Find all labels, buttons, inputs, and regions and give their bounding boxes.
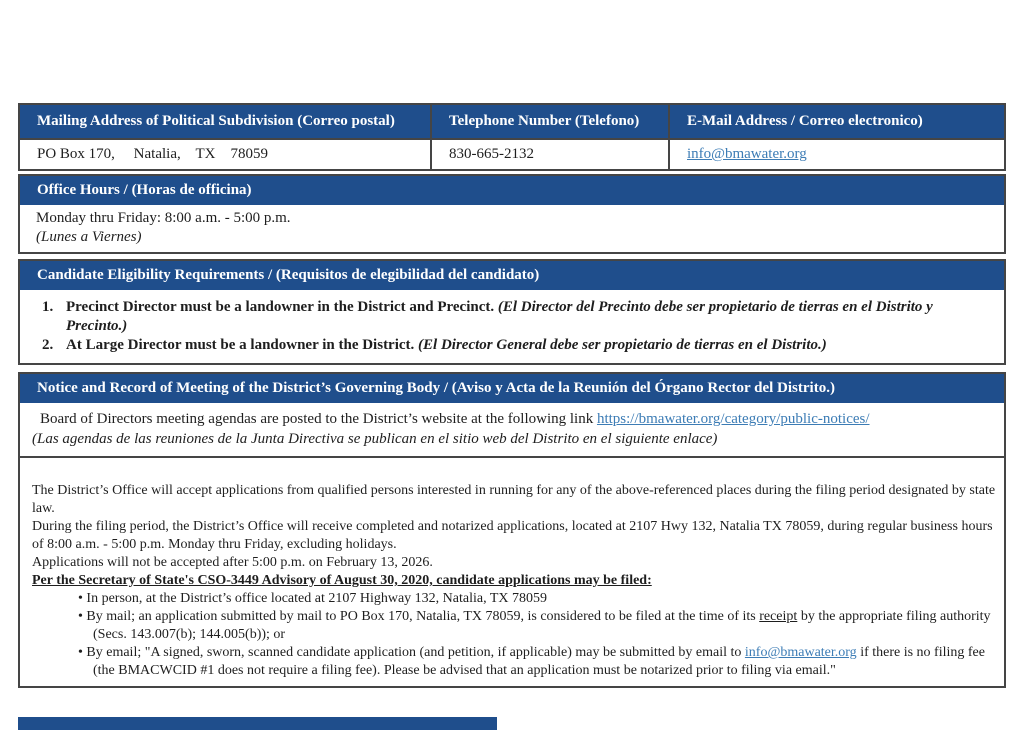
eligibility-item-1-text: Precinct Director must be a landowner in the District and Precinct. bbox=[66, 299, 495, 315]
eligibility-item-2-text: At Large Director must be a landowner in the District. bbox=[66, 337, 415, 353]
meeting-notice-section bbox=[18, 372, 1006, 458]
contact-header-row bbox=[20, 105, 1004, 140]
meeting-notice-header: Notice and Record of Meeting of the District’s Governing Body / (Aviso y Acta de la Reunión del Órgano Rector del Distrito.) bbox=[20, 374, 1004, 403]
bullet-in-person bbox=[78, 590, 998, 608]
bullet-icon: • bbox=[78, 645, 83, 660]
meeting-agendas-prefix: Board of Directors meeting agendas are posted to the District’s website at the following link bbox=[40, 411, 597, 427]
meeting-agendas-text bbox=[32, 410, 990, 430]
email-link[interactable]: info@bmawater.org bbox=[687, 146, 807, 162]
telephone-value: 830-665-2132 bbox=[432, 140, 670, 169]
bullet-icon: • bbox=[78, 591, 83, 606]
election-notice-document bbox=[18, 103, 1006, 688]
bullet-by-email bbox=[78, 644, 998, 680]
filing-paragraph-1: The District’s Office will accept applications from qualified persons interested in running for any of the above-referenced places during the filing period designated by state law. bbox=[32, 483, 996, 516]
email-link-bullet[interactable]: info@bmawater.org bbox=[744, 645, 857, 660]
list-number: 1. bbox=[42, 299, 54, 315]
filing-methods-list bbox=[78, 590, 998, 680]
filing-paragraph-2: During the filing period, the District’s Office will receive completed and notarized applications, located at 2107 Hwy 132, Natalia TX 78059, during regular business hours of 8:00 a.m. - 5:00 p.m. Monday thru Friday, excluding holidays. bbox=[32, 519, 993, 552]
bullet-by-email-text: By email; "A signed, sworn, scanned candidate application (and petition, if applicable) may be submitted by email to bbox=[86, 645, 745, 660]
eligibility-body bbox=[20, 290, 1004, 363]
eligibility-item-2 bbox=[42, 336, 990, 355]
advisory-heading: Per the Secretary of State's CSO-3449 Advisory of August 30, 2020, candidate applications may be filed: bbox=[32, 573, 652, 588]
bullet-by-mail-text-end: by the appropriate filing authority (Secs. 143.007(b); 144.005(b)); or bbox=[93, 609, 991, 642]
filing-information-section bbox=[18, 456, 1006, 688]
office-hours-header: Office Hours / (Horas de officina) bbox=[20, 176, 1004, 205]
mailing-address-value: PO Box 170, Natalia, TX 78059 bbox=[20, 140, 432, 169]
bullet-by-mail bbox=[78, 608, 998, 644]
filing-paragraph-3: Applications will not be accepted after 5:00 p.m. on February 13, 2026. bbox=[32, 555, 433, 570]
bullet-in-person-text: In person, at the District’s office located at 2107 Highway 132, Natalia, TX 78059 bbox=[86, 591, 547, 606]
receipt-underlined: receipt bbox=[759, 609, 798, 624]
eligibility-item-2-spanish: (El Director General debe ser propietario de tierras en el Distrito.) bbox=[418, 337, 827, 353]
eligibility-section bbox=[18, 259, 1006, 365]
office-hours-body bbox=[20, 205, 1004, 252]
bullet-by-mail-text: By mail; an application submitted by mail to PO Box 170, Natalia, TX 78059, is considered to be filed at the time of its bbox=[86, 609, 760, 624]
office-hours-value-spanish: (Lunes a Viernes) bbox=[36, 229, 142, 245]
office-hours-value: Monday thru Friday: 8:00 a.m. - 5:00 p.m. bbox=[36, 210, 291, 226]
eligibility-header: Candidate Eligibility Requirements / (Requisitos de elegibilidad del candidato) bbox=[20, 261, 1004, 290]
meeting-agendas-text-spanish: (Las agendas de las reuniones de la Junta Directiva se publican en el sitio web del Distrito en el siguiente enlace) bbox=[32, 430, 718, 447]
telephone-header: Telephone Number (Telefono) bbox=[432, 105, 670, 140]
public-notices-link[interactable]: https://bmawater.org/category/public-notices/ bbox=[596, 411, 870, 427]
email-value-cell bbox=[670, 140, 1004, 169]
bullet-by-email-text-end: if there is no filing fee (the BMACWCID #1 does not require a filing fee). Please be advised that an application must be notarized prior to filing via email." bbox=[93, 645, 985, 678]
bullet-icon: • bbox=[78, 609, 83, 624]
list-number: 2. bbox=[42, 337, 54, 353]
eligibility-item-1 bbox=[42, 298, 990, 336]
mailing-address-header: Mailing Address of Political Subdivision (Correo postal) bbox=[20, 105, 432, 140]
eligibility-item-1-spanish: (El Director del Precinto debe ser propietario de tierras en el Distrito y Precinto.) bbox=[66, 299, 933, 334]
next-section-header-bar-partial bbox=[18, 717, 497, 730]
contact-value-row bbox=[20, 140, 1004, 169]
office-hours-section bbox=[18, 174, 1006, 254]
meeting-notice-body bbox=[20, 403, 1004, 456]
contact-table bbox=[18, 103, 1006, 171]
email-header: E-Mail Address / Correo electronico) bbox=[670, 105, 1004, 140]
